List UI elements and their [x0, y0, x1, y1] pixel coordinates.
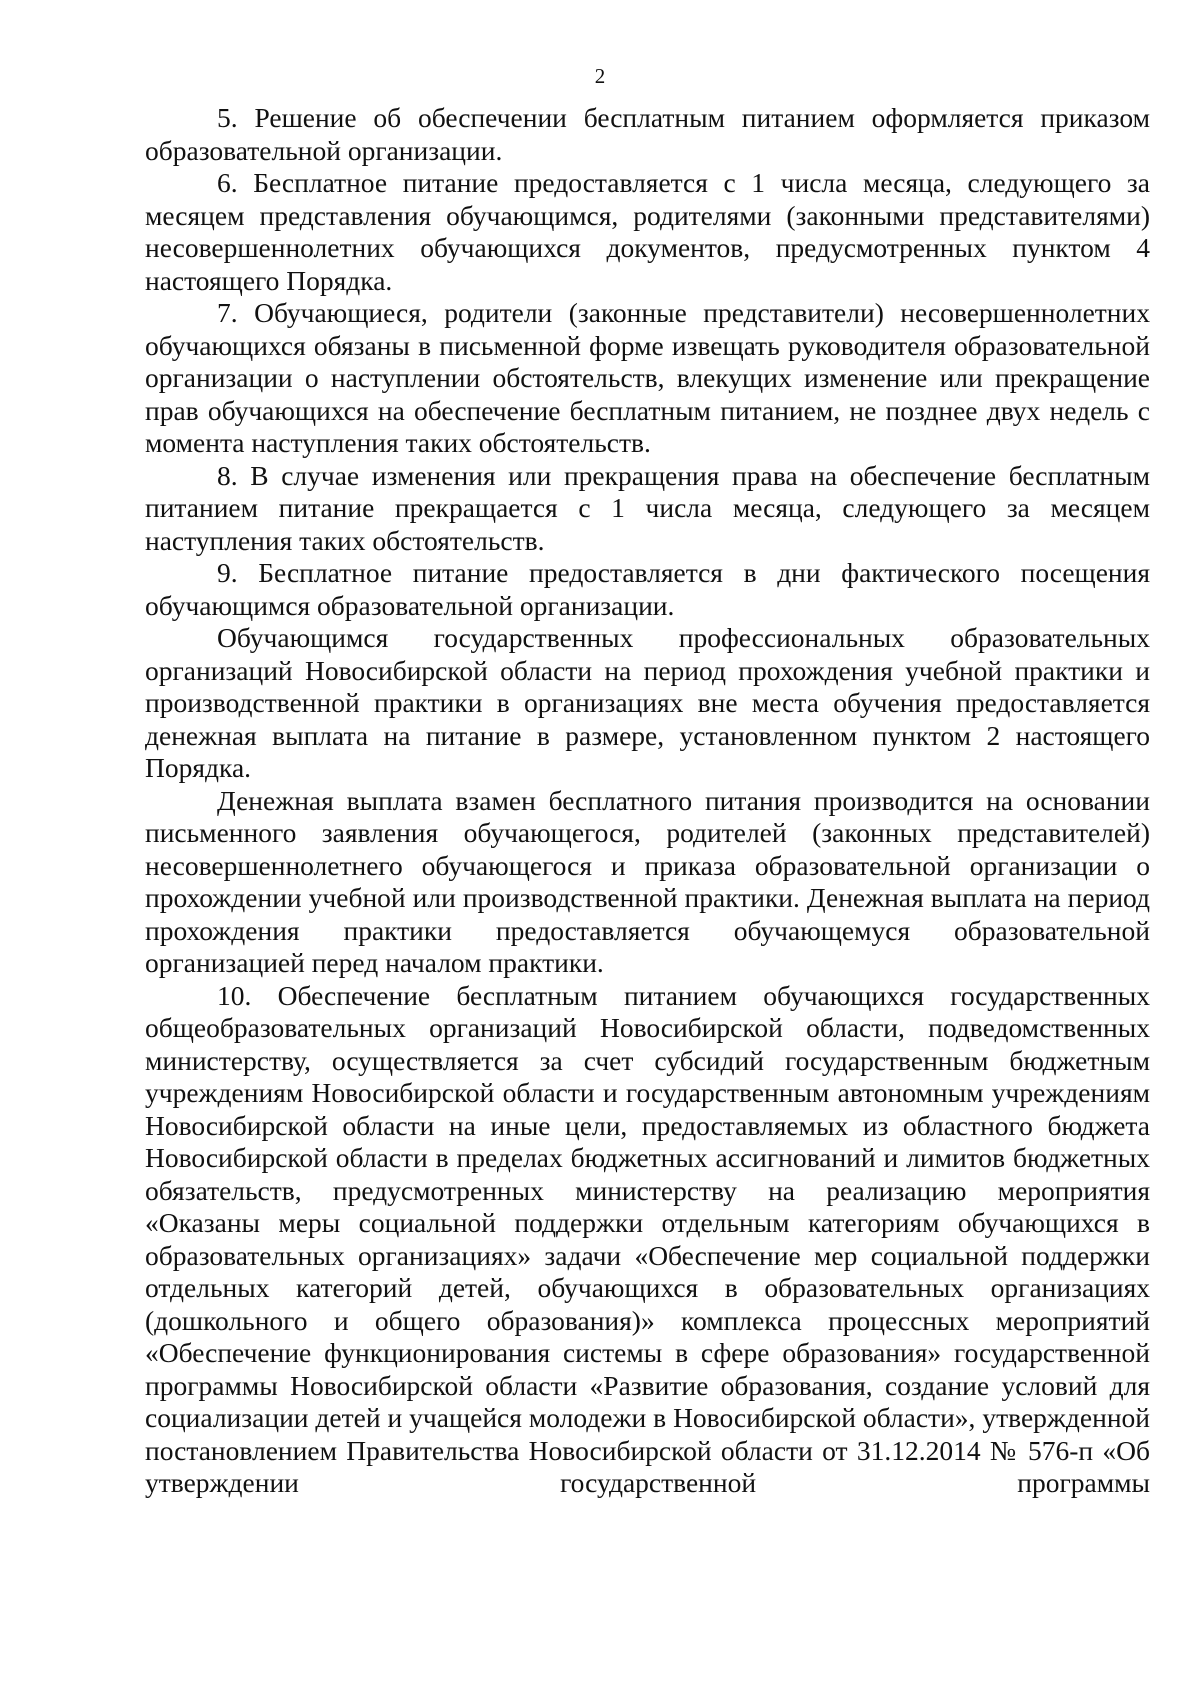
- paragraph-7: 7. Обучающиеся, родители (законные представители) несовершеннолетних обучающихся обязаны в письменной форме извещать руководителя образовательной организации о наступлении обстоятельств, влекущих изменение или прекращение прав обучающихся на обеспечение бесплатным питанием, не позднее двух недель с момента наступления таких обстоятельств.: [145, 297, 1150, 458]
- paragraph-5: 5. Решение об обеспечении бесплатным питанием оформляется приказом образовательной организации.: [145, 102, 1150, 166]
- paragraph-10: 10. Обеспечение бесплатным питанием обучающихся государственных общеобразовательных организаций Новосибирской области, подведомственных министерству, осуществляется за счет субсидий государственным бюджетным учреждениям Новосибирской области и государственным автономным учреждениям Новосибирской области на иные цели, предоставляемых из областного бюджета Новосибирской области в пределах бюджетных ассигнований и лимитов бюджетных обязательств, предусмотренных министерству на реализацию мероприятия «Оказаны меры социальной поддержки отдельным категориям обучающихся в образовательных организациях» задачи «Обеспечение мер социальной поддержки отдельных категорий детей, обучающихся в образовательных организациях (дошкольного и общего образования)» комплекса процессных мероприятий «Обеспечение функционирования системы в сфере образования» государственной программы Новосибирской области «Развитие образования, создание условий для социализации детей и учащейся молодежи в Новосибирской области», утвержденной постановлением Правительства Новосибирской области от 31.12.2014 № 576-п «Об утверждении государственной программы: [145, 979, 1150, 1498]
- page-number: 2: [594, 64, 606, 88]
- paragraph-9-payment: Денежная выплата взамен бесплатного питания производится на основании письменного заявления обучающегося, родителей (законных представителей) несовершеннолетнего обучающегося и приказа образовательной организации о прохождении учебной или производственной практики. Денежная выплата на период прохождения практики предоставляется обучающемуся образовательной организацией перед началом практики.: [145, 784, 1150, 978]
- paragraph-6: 6. Бесплатное питание предоставляется с 1 числа месяца, следующего за месяцем представления обучающимся, родителями (законными представителями) несовершеннолетних обучающихся документов, предусмотренных пунктом 4 настоящего Порядка.: [145, 167, 1150, 296]
- document-body: [145, 102, 1150, 1500]
- paragraph-9-practice: Обучающимся государственных профессиональных образовательных организаций Новосибирской области на период прохождения учебной практики и производственной практики в организациях вне места обучения предоставляется денежная выплата на питание в размере, установленном пунктом 2 настоящего Порядка.: [145, 622, 1150, 783]
- paragraph-9: 9. Бесплатное питание предоставляется в дни фактического посещения обучающимся образовательной организации.: [145, 557, 1150, 621]
- paragraph-8: 8. В случае изменения или прекращения права на обеспечение бесплатным питанием питание прекращается с 1 числа месяца, следующего за месяцем наступления таких обстоятельств.: [145, 459, 1150, 556]
